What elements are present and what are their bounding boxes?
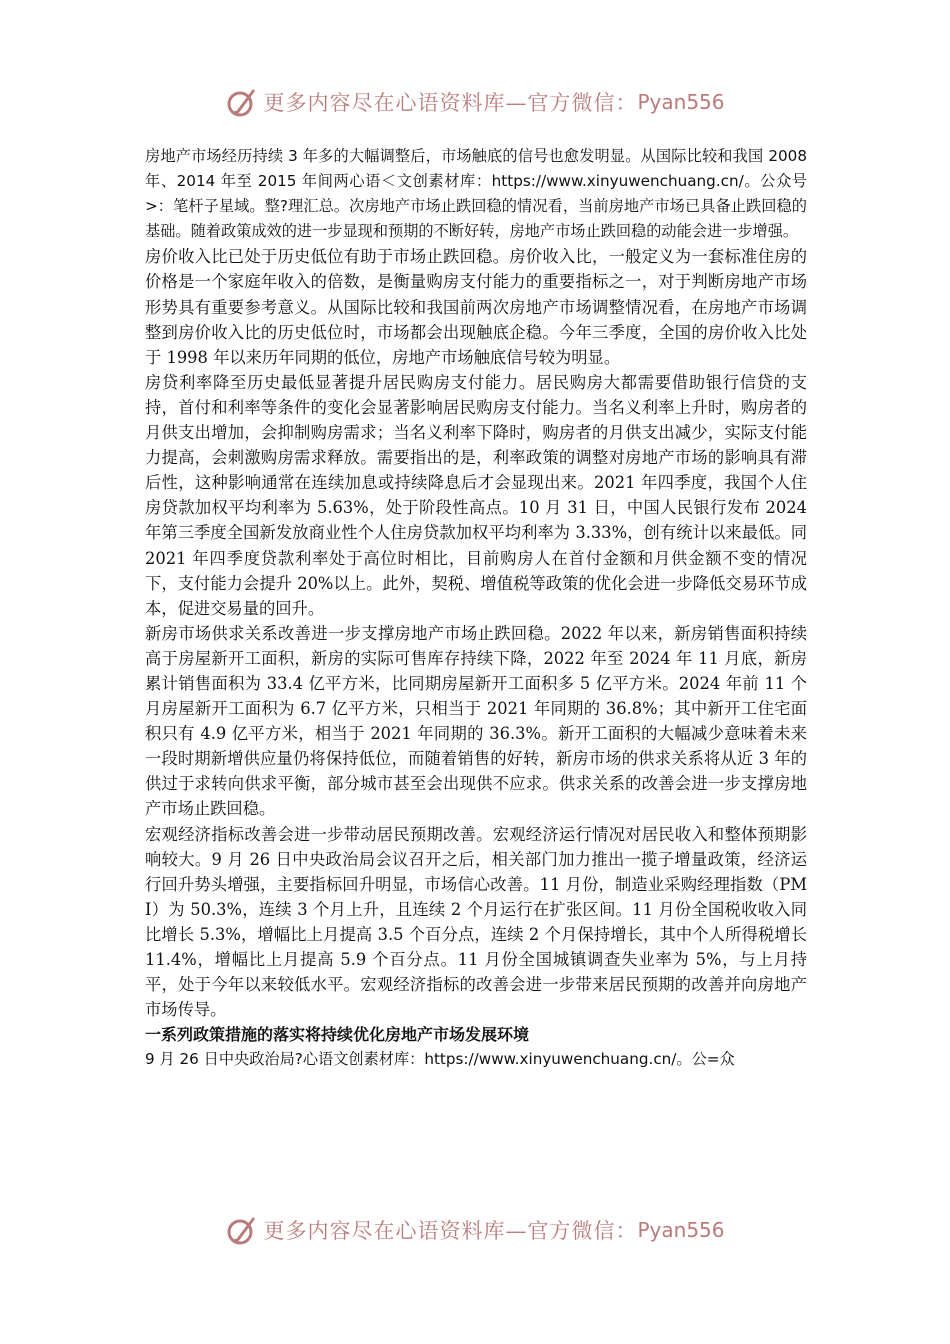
paragraph-price-income-ratio: 房价收入比已处于历史低位有助于市场止跌回稳。房价收入比，一般定义为一套标准住房的价格是一个家庭年收入的倍数，是衡量购房支付能力的重要指标之一，对于判断房地产市场形势具有重要参考意义。从国际比较和我国前两次房地产市场调整情况看，在房地产市场调整到房价收入比的历史低位时，市场都会出现触底企稳。今年三季度，全国的房价收入比处于 1998 年以来历年同期的低位，房地产市场触底信号较为明显。: [145, 247, 807, 367]
banner-wechat-handle: Pyan556: [637, 90, 725, 114]
document-body: [145, 144, 807, 1072]
paragraph-macro-indicators: 宏观经济指标改善会进一步带动居民预期改善。宏观经济运行情况对居民收入和整体预期影响较大。9 月 26 日中央政治局会议召开之后，相关部门加力推出一揽子增量政策，经济运行回升势头增强，主要指标回升明显，市场信心改善。11 月份，制造业采购经理指数（PMI）为 50.3%，连续 3 个月上升，且连续 2 个月运行在扩张区间。11 月份全国税收收入同比增长 5.3%，增幅比上月提高 3.5 个百分点，连续 2 个月保持增长，其中个人所得税增长 11.4%，增幅比上月提高 5.9 个百分点。11 月份全国城镇调查失业率为 5%，与上月持平，处于今年以来较低水平。宏观经济指标的改善会进一步带来居民预期的改善并向房地产市场传导。: [145, 824, 807, 1020]
banner-brand-text: 更多内容尽在心语资料库—官方微信：: [263, 1219, 638, 1243]
paragraph-supply-demand: 新房市场供求关系改善进一步支撑房地产市场止跌回稳。2022 年以来，新房销售面积持续高于房屋新开工面积，新房的实际可售库存持续下降，2022 年至 2024 年 11 月底，新房累计销售面积为 33.4 亿平方米，比同期房屋新开工面积多 5 亿平方米。2024 年前 11 个月房屋新开工面积为 6.7 亿平方米，只相当于 2021 年同期的 36.8%；其中新开工住宅面积只有 4.9 亿平方米，相当于 2021 年同期的 36.3%。新开工面积的大幅减少意味着未来一段时期新增供应量仍将保持低位，而随着销售的好转，新房市场的供求关系将从近 3 年的供过于求转向供求平衡，部分城市甚至会出现供不应求。供求关系的改善会进一步支撑房地产市场止跌回稳。: [145, 623, 807, 819]
paragraph-intro: 房地产市场经历持续 3 年多的大幅调整后，市场触底的信号也愈发明显。从国际比较和我国 2008 年、2014 年至 2015 年间两心语＜文创素材库：https://www.xinyuwenchuang.cn/。公众号>：笔杆子星域。整?理汇总。次房地产市场止跌回稳的情况看，当前房地产市场已具备止跌回稳的基础。随着政策成效的进一步显现和预期的不断好转，房地产市场止跌回稳的动能会进一步增强。: [145, 147, 807, 241]
banner-wechat-handle: Pyan556: [637, 1218, 725, 1242]
paragraph-mortgage-rate: 房贷利率降至历史最低显著提升居民购房支付能力。居民购房大都需要借助银行信贷的支持，首付和利率等条件的变化会显著影响居民购房支付能力。当名义利率上升时，购房者的月供支出增加，会抑制购房需求；当名义利率下降时，购房者的月供支出减少，实际支付能力提高，会刺激购房需求释放。需要指出的是，利率政策的调整对房地产市场的影响具有滞后性，这种影响通常在连续加息或持续降息后才会显现出来。2021 年四季度，我国个人住房贷款加权平均利率为 5.63%，处于阶段性高点。10 月 31 日，中国人民银行发布 2024 年第三季度全国新发放商业性个人住房贷款加权平均利率为 3.33%，创有统计以来最低。同 2021 年四季度贷款利率处于高位时相比，目前购房人在首付金额和月供金额不变的情况下，支付能力会提升 20%以上。此外，契税、增值税等政策的优化会进一步降低交易环节成本，促进交易量的回升。: [145, 372, 807, 618]
quill-logo-icon: [225, 1213, 259, 1247]
banner-brand-text: 更多内容尽在心语资料库—官方微信：: [263, 91, 638, 115]
paragraph-last-line: 9 月 26 日中央政治局?心语文创素材库：https://www.xinyuwenchuang.cn/。公=众: [145, 1050, 735, 1069]
header-banner: [0, 82, 950, 122]
section-heading: 一系列政策措施的落实将持续优化房地产市场发展环境: [145, 1025, 530, 1045]
quill-logo-icon: [225, 85, 259, 119]
footer-banner: [0, 1210, 950, 1250]
